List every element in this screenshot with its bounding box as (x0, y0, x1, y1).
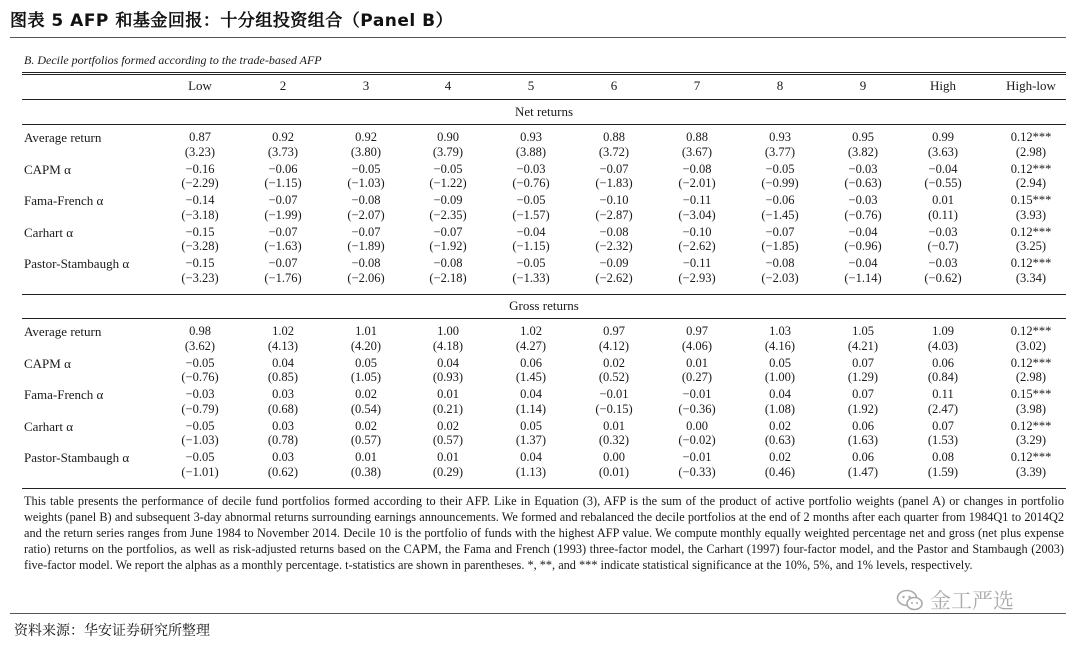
value-cell: −0.04 (848, 256, 878, 270)
tstat-cell: (−2.93) (678, 270, 716, 285)
tstat-cell: (−0.62) (924, 270, 962, 285)
value-cell: −0.03 (928, 224, 958, 239)
tstat-cell: (4.21) (847, 338, 879, 353)
tstat-cell: (−0.33) (678, 464, 716, 479)
source-note: 资料来源：华安证券研究所整理 (14, 623, 210, 639)
value-cell: 0.00 (686, 418, 708, 433)
tstat-cell: (3.29) (1015, 433, 1047, 447)
value-cell: 0.01 (437, 450, 459, 464)
tstat-cell: (2.98) (1015, 144, 1047, 159)
value-cell: −0.07 (268, 224, 298, 239)
value-cell: −0.05 (765, 161, 795, 176)
tstat-cell: (−1.01) (181, 464, 219, 479)
value-cell: 0.15*** (1010, 193, 1052, 207)
value-cell: −0.04 (848, 224, 878, 239)
tstat-cell: (1.00) (764, 370, 796, 384)
value-cell: 0.02 (437, 418, 459, 433)
section-title: Net returns (514, 104, 574, 119)
tstat-cell: (0.21) (432, 401, 464, 416)
tstat-cell: (3.62) (184, 338, 216, 353)
value-cell: 1.05 (852, 324, 874, 338)
tstat-cell: (3.39) (1015, 464, 1047, 479)
tstat-cell: (3.82) (847, 144, 879, 159)
value-cell: 0.04 (520, 450, 542, 464)
column-header: 2 (279, 78, 287, 93)
tstat-cell: (−1.14) (844, 270, 882, 285)
tstat-cell: (−0.55) (924, 176, 962, 190)
value-cell: 1.02 (520, 324, 542, 338)
section-end-rule (22, 294, 1066, 295)
value-cell: 0.92 (272, 130, 294, 144)
value-cell: 0.02 (355, 418, 377, 433)
value-cell: −0.01 (599, 387, 629, 401)
value-cell: −0.07 (765, 224, 795, 239)
value-cell: 1.00 (437, 324, 459, 338)
tstat-cell: (0.62) (267, 464, 299, 479)
value-cell: 0.06 (852, 418, 874, 433)
table-top-rule-double (22, 74, 1066, 75)
value-cell: −0.03 (516, 161, 546, 176)
value-cell: −0.08 (351, 193, 381, 207)
row-label: Pastor-Stambaugh α (24, 256, 130, 271)
tstat-cell: (−2.06) (347, 270, 385, 285)
value-cell: 0.01 (603, 418, 625, 433)
row-label: CAPM α (24, 355, 71, 371)
column-header: 4 (444, 78, 452, 93)
tstat-cell: (−2.07) (347, 207, 385, 222)
tstat-cell: (3.79) (432, 144, 464, 159)
tstat-cell: (0.01) (598, 464, 630, 479)
tstat-cell: (0.46) (764, 464, 796, 479)
table-top-rule (22, 72, 1066, 73)
tstat-cell: (−1.85) (761, 239, 799, 253)
value-cell: −0.06 (268, 161, 298, 176)
tstat-cell: (3.80) (350, 144, 382, 159)
value-cell: −0.08 (351, 256, 381, 270)
tstat-cell: (1.92) (847, 401, 879, 416)
tstat-cell: (−0.63) (844, 176, 882, 190)
tstat-cell: (−0.76) (844, 207, 882, 222)
value-cell: 1.03 (769, 324, 791, 338)
value-cell: 0.88 (686, 130, 708, 144)
wechat-icon (896, 588, 924, 612)
value-cell: 0.06 (932, 355, 954, 370)
column-header: Low (188, 78, 212, 93)
panel-title: B. Decile portfolios formed according to the trade-based AFP (24, 53, 322, 67)
value-cell: 0.92 (355, 130, 377, 144)
tstat-cell: (−0.96) (844, 239, 882, 253)
value-cell: −0.10 (682, 224, 712, 239)
tstat-cell: (3.73) (267, 144, 299, 159)
tstat-cell: (−3.28) (181, 239, 219, 253)
tstat-cell: (−0.79) (181, 401, 219, 416)
value-cell: −0.11 (682, 193, 712, 207)
value-cell: 0.07 (852, 355, 874, 370)
tstat-cell: (1.08) (764, 401, 796, 416)
value-cell: 0.90 (437, 130, 459, 144)
value-cell: 0.99 (932, 130, 954, 144)
value-cell: 0.12*** (1010, 355, 1052, 370)
tstat-cell: (3.72) (598, 144, 630, 159)
tstat-cell: (−0.7) (927, 239, 959, 253)
tstat-cell: (−3.23) (181, 270, 219, 285)
tstat-cell: (1.63) (847, 433, 879, 447)
tstat-cell: (0.11) (928, 207, 958, 222)
value-cell: 0.93 (769, 130, 791, 144)
value-cell: 0.88 (603, 130, 625, 144)
value-cell: 0.03 (272, 450, 294, 464)
value-cell: 0.06 (852, 450, 874, 464)
column-header: 9 (859, 78, 867, 93)
value-cell: −0.05 (351, 161, 381, 176)
tstat-cell: (0.27) (681, 370, 713, 384)
value-cell: 0.03 (272, 418, 294, 433)
value-cell: −0.04 (928, 161, 958, 176)
tstat-cell: (3.25) (1015, 239, 1047, 253)
tstat-cell: (1.59) (927, 464, 959, 479)
value-cell: −0.10 (599, 193, 629, 207)
tstat-cell: (0.85) (267, 370, 299, 384)
tstat-cell: (−2.01) (678, 176, 716, 190)
value-cell: 0.95 (852, 130, 874, 144)
bottom-rule (10, 613, 1066, 614)
value-cell: −0.15 (185, 224, 215, 239)
tstat-cell: (−2.18) (429, 270, 467, 285)
value-cell: 1.01 (355, 324, 377, 338)
value-cell: 0.87 (189, 130, 211, 144)
tstat-cell: (−1.99) (264, 207, 302, 222)
value-cell: 0.02 (769, 418, 791, 433)
value-cell: −0.11 (682, 256, 712, 270)
tstat-cell: (−1.92) (429, 239, 467, 253)
tstat-cell: (0.93) (432, 370, 464, 384)
value-cell: 0.07 (932, 418, 954, 433)
value-cell: 0.05 (520, 418, 542, 433)
column-header: High (930, 78, 956, 93)
tstat-cell: (3.23) (184, 144, 216, 159)
value-cell: 0.12*** (1010, 130, 1052, 144)
value-cell: 0.97 (603, 324, 625, 338)
value-cell: −0.03 (848, 193, 878, 207)
value-cell: 0.04 (520, 387, 542, 401)
tstat-cell: (4.12) (598, 338, 630, 353)
tstat-cell: (4.20) (350, 338, 382, 353)
value-cell: 0.12*** (1010, 161, 1052, 176)
tstat-cell: (0.84) (927, 370, 959, 384)
value-cell: −0.07 (599, 161, 629, 176)
row-label: CAPM α (24, 161, 71, 177)
value-cell: 0.04 (437, 355, 459, 370)
value-cell: −0.07 (268, 256, 298, 270)
value-cell: 0.01 (437, 387, 459, 401)
tstat-cell: (−0.76) (512, 176, 550, 190)
tstat-cell: (1.45) (515, 370, 547, 384)
value-cell: −0.01 (682, 387, 712, 401)
tstat-cell: (0.32) (598, 433, 630, 447)
value-cell: 1.09 (932, 324, 954, 338)
value-cell: 0.04 (272, 355, 294, 370)
value-cell: −0.04 (516, 224, 546, 239)
row-label: Carhart α (24, 224, 74, 240)
tstat-cell: (−1.33) (512, 270, 550, 285)
value-cell: −0.05 (433, 161, 463, 176)
value-cell: 0.01 (932, 193, 954, 207)
column-header: High-low (1006, 78, 1056, 93)
value-cell: −0.09 (599, 256, 629, 270)
value-cell: 0.15*** (1010, 387, 1052, 401)
column-header: 8 (776, 78, 784, 93)
row-label: Average return (24, 324, 102, 339)
value-cell: 0.03 (272, 387, 294, 401)
tstat-cell: (−0.76) (181, 370, 219, 384)
tstat-cell: (−0.02) (678, 433, 716, 447)
table-bottom-rule (22, 488, 1066, 489)
tstat-cell: (1.37) (515, 433, 547, 447)
tstat-cell: (2.94) (1015, 176, 1047, 190)
tstat-cell: (−2.87) (595, 207, 633, 222)
tstat-cell: (0.57) (350, 433, 382, 447)
table-notes: This table presents the performance of decile fund portfolios formed according to their AFP. Like in Equation (3), AFP is the sum of the product of active portfolio weights (panel A) or changes in portfolio weights (panel B) and subsequent 3-day abnormal returns surrounding earnings announcements. We formed and rebalanced the decile portfolios at the end of 2 months after each quarter from 1984Q1 to 2014Q2 and the return series ranges from June 1984 to November 2014. Decile 10 is the portfolio of funds with the highest AFP value. We compute monthly equally weighted percentage net and gross (net plus expense ratio) returns on the portfolios, as well as risk-adjusted returns based on the CAPM, the Fama and French (1993) three-factor model, the Carhart (1997) four-factor model, and the Pastor and Stambaugh (2003) five-factor model. We report the alphas as a monthly percentage. t-statistics are shown in parentheses. *, **, and *** indicate statistical significance at the 10%, 5%, and 1% levels, respectively. (24, 494, 1064, 572)
value-cell: 0.05 (769, 355, 791, 370)
value-cell: −0.05 (516, 256, 546, 270)
tstat-cell: (2.47) (927, 401, 959, 416)
tstat-cell: (2.98) (1015, 370, 1047, 384)
value-cell: −0.03 (928, 256, 958, 270)
value-cell: 0.12*** (1010, 324, 1052, 338)
tstat-cell: (0.63) (764, 433, 796, 447)
column-header: 5 (527, 78, 535, 93)
row-label: Average return (24, 130, 102, 145)
column-header: 7 (693, 78, 701, 93)
value-cell: −0.15 (185, 256, 215, 270)
value-cell: 0.98 (189, 324, 211, 338)
tstat-cell: (3.67) (681, 144, 713, 159)
tstat-cell: (0.57) (432, 433, 464, 447)
value-cell: 0.12*** (1010, 256, 1052, 270)
section-title: Gross returns (509, 298, 579, 313)
value-cell: −0.05 (185, 418, 215, 433)
tstat-cell: (−0.15) (595, 401, 633, 416)
value-cell: −0.09 (433, 193, 463, 207)
top-rule (10, 37, 1066, 38)
tstat-cell: (1.47) (847, 464, 879, 479)
tstat-cell: (3.93) (1015, 207, 1047, 222)
value-cell: −0.01 (682, 450, 712, 464)
tstat-cell: (−0.99) (761, 176, 799, 190)
value-cell: −0.07 (351, 224, 381, 239)
tstat-cell: (−2.32) (595, 239, 633, 253)
tstat-cell: (1.53) (927, 433, 959, 447)
value-cell: −0.08 (765, 256, 795, 270)
value-cell: −0.03 (185, 387, 215, 401)
tstat-cell: (1.05) (350, 370, 382, 384)
tstat-cell: (1.29) (847, 370, 879, 384)
tstat-cell: (0.29) (432, 464, 464, 479)
value-cell: 0.02 (355, 387, 377, 401)
value-cell: −0.08 (433, 256, 463, 270)
tstat-cell: (3.77) (764, 144, 796, 159)
tstat-cell: (4.27) (515, 338, 547, 353)
value-cell: 0.11 (932, 387, 954, 401)
value-cell: 0.04 (769, 387, 791, 401)
tstat-cell: (3.34) (1015, 270, 1047, 285)
value-cell: 0.93 (520, 130, 542, 144)
tstat-cell: (1.14) (515, 401, 547, 416)
value-cell: 0.00 (603, 450, 625, 464)
watermark (896, 585, 1014, 615)
tstat-cell: (0.38) (350, 464, 382, 479)
value-cell: 0.02 (769, 450, 791, 464)
tstat-cell: (−2.35) (429, 207, 467, 222)
value-cell: 0.12*** (1010, 224, 1052, 239)
tstat-cell: (−2.29) (181, 176, 219, 190)
tstat-cell: (3.02) (1015, 338, 1047, 353)
tstat-cell: (−1.45) (761, 207, 799, 222)
figure-title: 图表 5 AFP 和基金回报：十分组投资组合（Panel B） (10, 11, 454, 31)
tstat-cell: (3.63) (927, 144, 959, 159)
tstat-cell: (3.98) (1015, 401, 1047, 416)
watermark-text: 金工严选 (930, 589, 1014, 613)
value-cell: −0.05 (185, 355, 215, 370)
value-cell: −0.14 (185, 193, 215, 207)
tstat-cell: (−1.63) (264, 239, 302, 253)
tstat-cell: (−1.03) (181, 433, 219, 447)
tstat-cell: (1.13) (515, 464, 547, 479)
value-cell: 0.01 (355, 450, 377, 464)
tstat-cell: (4.16) (764, 338, 796, 353)
tstat-cell: (−1.15) (512, 239, 550, 253)
value-cell: 0.97 (686, 324, 708, 338)
row-label: Pastor-Stambaugh α (24, 450, 130, 465)
tstat-cell: (0.68) (267, 401, 299, 416)
tstat-cell: (−1.83) (595, 176, 633, 190)
value-cell: 0.02 (603, 355, 625, 370)
tstat-cell: (4.06) (681, 338, 713, 353)
row-label: Fama-French α (24, 193, 104, 208)
tstat-cell: (4.18) (432, 338, 464, 353)
value-cell: −0.03 (848, 161, 878, 176)
tstat-cell: (−2.62) (678, 239, 716, 253)
tstat-cell: (−1.22) (429, 176, 467, 190)
value-cell: 0.12*** (1010, 418, 1052, 433)
value-cell: −0.08 (599, 224, 629, 239)
value-cell: −0.05 (516, 193, 546, 207)
section-rule (22, 318, 1066, 319)
row-label: Carhart α (24, 418, 74, 434)
tstat-cell: (−2.03) (761, 270, 799, 285)
value-cell: −0.07 (268, 193, 298, 207)
value-cell: 0.06 (520, 355, 542, 370)
row-label: Fama-French α (24, 387, 104, 402)
tstat-cell: (0.52) (598, 370, 630, 384)
tstat-cell: (−3.18) (181, 207, 219, 222)
value-cell: 1.02 (272, 324, 294, 338)
value-cell: −0.08 (682, 161, 712, 176)
tstat-cell: (4.13) (267, 338, 299, 353)
value-cell: −0.06 (765, 193, 795, 207)
tstat-cell: (−1.57) (512, 207, 550, 222)
tstat-cell: (−2.62) (595, 270, 633, 285)
tstat-cell: (0.78) (267, 433, 299, 447)
value-cell: 0.05 (355, 355, 377, 370)
tstat-cell: (−0.36) (678, 401, 716, 416)
tstat-cell: (−1.03) (347, 176, 385, 190)
value-cell: 0.12*** (1010, 450, 1052, 464)
value-cell: 0.07 (852, 387, 874, 401)
tstat-cell: (−1.15) (264, 176, 302, 190)
value-cell: −0.05 (185, 450, 215, 464)
tstat-cell: (3.88) (515, 144, 547, 159)
value-cell: −0.07 (433, 224, 463, 239)
value-cell: 0.01 (686, 355, 708, 370)
header-rule (22, 99, 1066, 100)
tstat-cell: (−1.76) (264, 270, 302, 285)
column-header: 3 (362, 78, 370, 93)
tstat-cell: (0.54) (350, 401, 382, 416)
tstat-cell: (−1.89) (347, 239, 385, 253)
value-cell: −0.16 (185, 161, 215, 176)
tstat-cell: (−3.04) (678, 207, 716, 222)
section-rule (22, 124, 1066, 125)
column-header: 6 (610, 78, 618, 93)
value-cell: 0.08 (932, 450, 954, 464)
tstat-cell: (4.03) (927, 338, 959, 353)
